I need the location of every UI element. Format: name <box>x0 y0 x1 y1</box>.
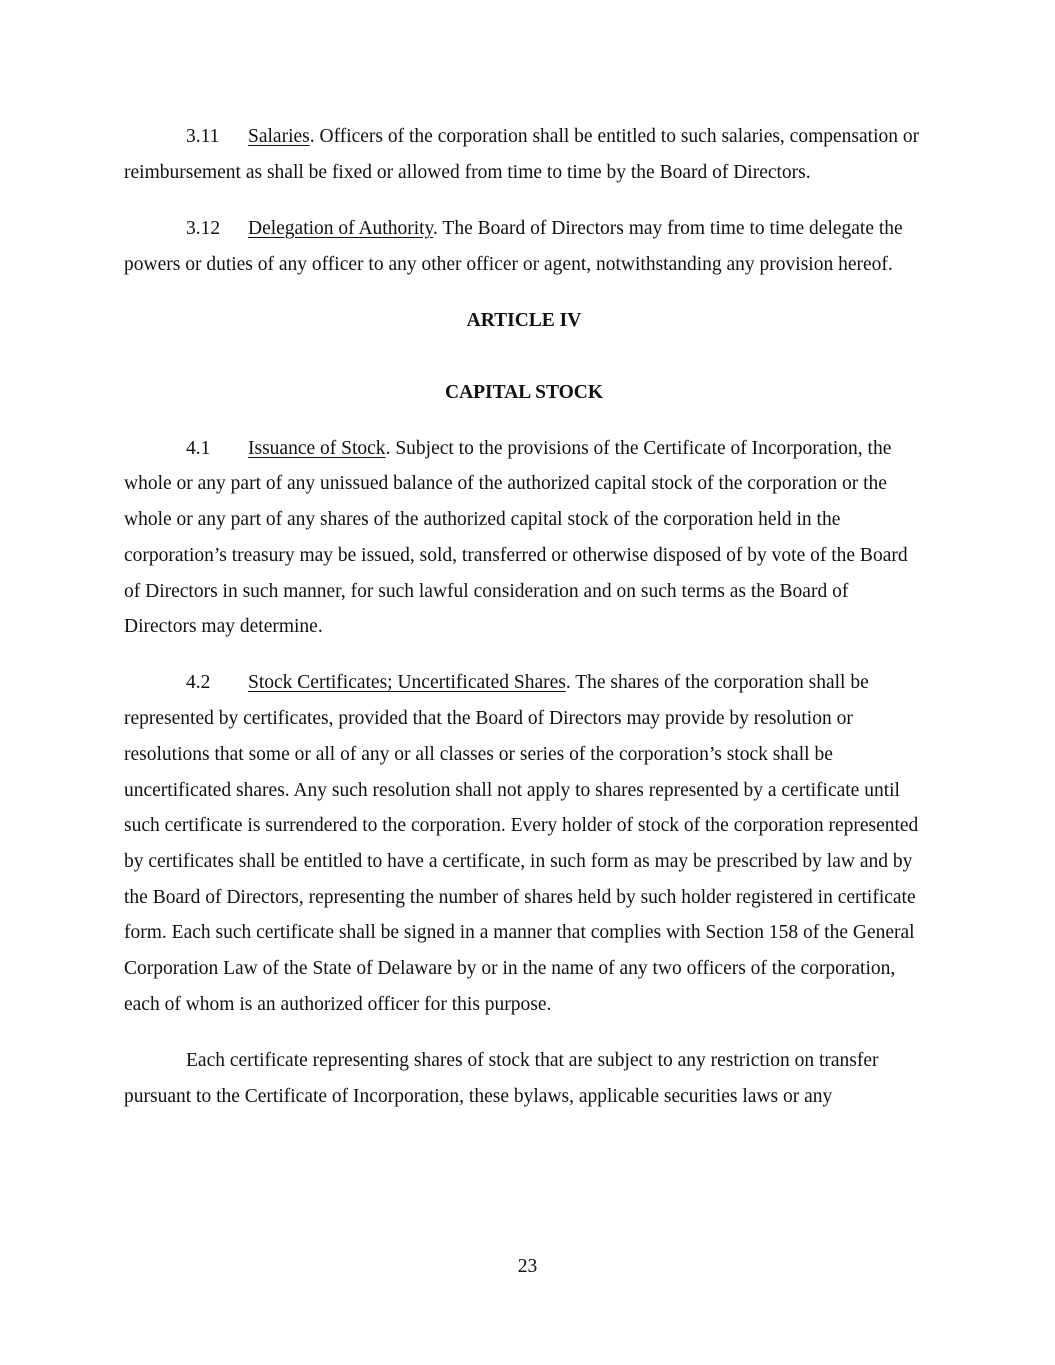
section-title: Salaries <box>248 126 310 147</box>
section-title: Stock Certificates; Uncertificated Shares <box>248 672 566 694</box>
section-text: . Officers of the corporation shall be entitled to such salaries, compensation or reimbursement as shall be fixed or allowed from time to time by the Board of Directors. <box>124 126 920 183</box>
page-number: 23 <box>517 1256 538 1277</box>
section-number: 3.12 <box>186 217 221 239</box>
section-3-11-paragraph <box>124 119 924 190</box>
section-3-12-paragraph <box>124 211 924 282</box>
article-title: CAPITAL STOCK <box>444 381 604 403</box>
section-title: Issuance of Stock <box>248 437 386 459</box>
section-number: 4.2 <box>186 672 211 694</box>
article-label: ARTICLE IV <box>466 309 582 331</box>
continuation-paragraph: Each certificate representing shares of stock that are subject to any restriction on transfer pursuant to the Certificate of Incorporation, these bylaws, applicable securities laws or any <box>124 1049 879 1107</box>
section-number: 3.11 <box>186 126 220 147</box>
section-text: . The shares of the corporation shall be represented by certificates, provided that the Board of Directors may provide by resolution or resolutions that some or all of any or all classes or series of the corporation’s stock shall be uncertificated shares. Any such resolution shall not apply to shares represented by a certificate until such certificate is surrendered to the corporation. Every holder of stock of the corporation represented by certificates shall be entitled to have a certificate, in such form as may be prescribed by law and by the Board of Directors, representing the number of shares held by such holder registered in certificate form. Each such certificate shall be signed in a manner that complies with Section 158 of the General Corporation Law of the State of Delaware by or in the name of any two officers of the corporation, each of whom is an authorized officer for this purpose. <box>124 672 919 1015</box>
section-title: Delegation of Authority <box>248 217 434 239</box>
section-4-1-paragraph <box>124 431 924 645</box>
section-text: . Subject to the provisions of the Certificate of Incorporation, the whole or any part of any unissued balance of the authorized capital stock of the corporation or the whole or any part of any shares of the authorized capital stock of the corporation held in the corporation’s treasury may be issued, sold, transferred or otherwise disposed of by vote of the Board of Directors in such manner, for such lawful consideration and on such terms as the Board of Directors may determine. <box>124 437 908 638</box>
document-body <box>124 119 924 1114</box>
section-number: 4.1 <box>186 437 211 459</box>
section-text: . The Board of Directors may from time to time delegate the powers or duties of any officer to any other officer or agent, notwithstanding any provision hereof. <box>124 217 903 275</box>
section-4-2-paragraph <box>124 665 924 1022</box>
